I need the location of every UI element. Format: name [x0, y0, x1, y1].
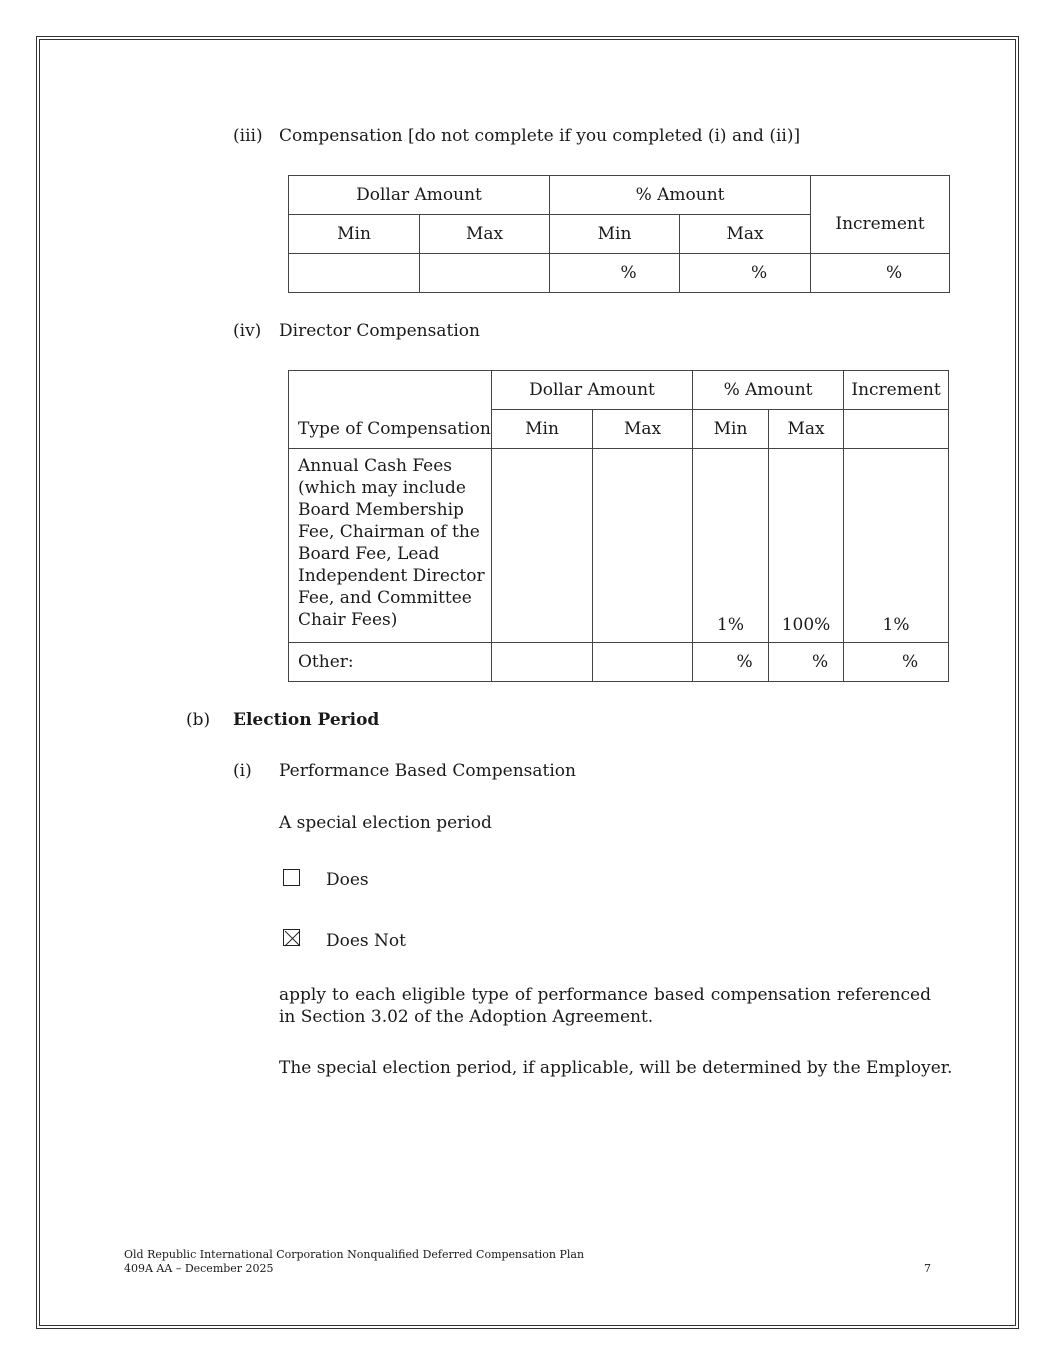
other-increment-field[interactable]	[844, 643, 949, 682]
pct-min-field[interactable]	[550, 254, 680, 293]
does-not-checkbox[interactable]	[283, 929, 300, 946]
director-compensation-table	[288, 370, 949, 682]
checkbox-x-icon	[284, 930, 301, 947]
pct-min-symbol: %	[620, 263, 637, 283]
pct-amount-header: % Amount	[550, 176, 811, 215]
dollar-max-field[interactable]	[420, 254, 550, 293]
section-iii-title: Compensation [do not complete if you completed (i) and (ii)]	[279, 126, 801, 146]
director-increment-header: Increment	[844, 371, 949, 410]
compensation-table	[288, 175, 950, 293]
dollar-amount-header: Dollar Amount	[289, 176, 550, 215]
special-election-intro: A special election period	[279, 813, 492, 833]
other-pct-min-symbol: %	[736, 652, 753, 672]
increment-symbol: %	[885, 263, 903, 283]
does-not-label: Does Not	[326, 931, 406, 951]
annual-cash-fees-line: Annual Cash Fees	[298, 456, 453, 476]
section-iv-number: (iv)	[233, 321, 262, 341]
annual-cash-fees-line: Board Membership	[298, 500, 464, 520]
section-iii-number: (iii)	[233, 126, 263, 146]
pct-max-symbol: %	[750, 263, 768, 283]
increment-field[interactable]	[811, 254, 950, 293]
dollar-min-header: Min	[289, 215, 420, 254]
director-pct-max-header: Max	[769, 410, 844, 449]
annual-cash-fees-line: Fee, and Committee	[298, 588, 472, 608]
other-pct-max-field[interactable]	[769, 643, 844, 682]
annual-cash-fees-label	[289, 449, 492, 643]
director-pct-min-header: Min	[693, 410, 769, 449]
pct-max-header: Max	[680, 215, 811, 254]
footer-plan-name: Old Republic International Corporation Nonqualified Deferred Compensation Plan	[124, 1248, 585, 1261]
annual-increment-field[interactable]: 1%	[844, 449, 949, 643]
annual-dollar-max-field[interactable]	[593, 449, 693, 643]
determined-paragraph: The special election period, if applicable, will be determined by the Employer.	[279, 1058, 953, 1078]
does-checkbox[interactable]	[283, 869, 300, 886]
director-dollar-min-header: Min	[492, 410, 593, 449]
other-label: Other:	[289, 643, 492, 682]
does-label: Does	[326, 870, 369, 890]
other-dollar-max-field[interactable]	[593, 643, 693, 682]
dollar-min-field[interactable]	[289, 254, 420, 293]
annual-cash-fees-line: Chair Fees)	[298, 610, 398, 630]
annual-cash-fees-line: Board Fee, Lead	[298, 544, 440, 564]
increment-header: Increment	[811, 176, 950, 254]
other-pct-min-field[interactable]	[693, 643, 769, 682]
type-of-compensation-header: Type of Compensation	[289, 371, 492, 449]
annual-pct-min-field[interactable]: 1%	[693, 449, 769, 643]
section-b-title: Election Period	[233, 710, 380, 730]
director-pct-amount-header: % Amount	[693, 371, 844, 410]
apply-paragraph: apply to each eligible type of performance based compensation referenced in Section 3.02 of the Adoption Agreement.	[279, 985, 931, 1027]
section-b-i-number: (i)	[233, 761, 252, 781]
footer-document-date: 409A AA – December 2025	[124, 1262, 274, 1275]
other-increment-symbol: %	[901, 652, 919, 672]
director-dollar-max-header: Max	[593, 410, 693, 449]
director-increment-blank	[844, 410, 949, 449]
pct-min-header: Min	[550, 215, 680, 254]
annual-cash-fees-line: (which may include	[298, 478, 466, 498]
footer-page-number: 7	[924, 1262, 931, 1275]
section-iv-title: Director Compensation	[279, 321, 480, 341]
dollar-max-header: Max	[420, 215, 550, 254]
annual-pct-max-field[interactable]: 100%	[769, 449, 844, 643]
other-dollar-min-field[interactable]	[492, 643, 593, 682]
pct-max-field[interactable]	[680, 254, 811, 293]
other-pct-max-symbol: %	[811, 652, 829, 672]
annual-cash-fees-line: Fee, Chairman of the	[298, 522, 480, 542]
section-b-i-title: Performance Based Compensation	[279, 761, 576, 781]
annual-cash-fees-line: Independent Director	[298, 566, 485, 586]
section-b-number: (b)	[186, 710, 211, 730]
director-dollar-amount-header: Dollar Amount	[492, 371, 693, 410]
annual-dollar-min-field[interactable]	[492, 449, 593, 643]
